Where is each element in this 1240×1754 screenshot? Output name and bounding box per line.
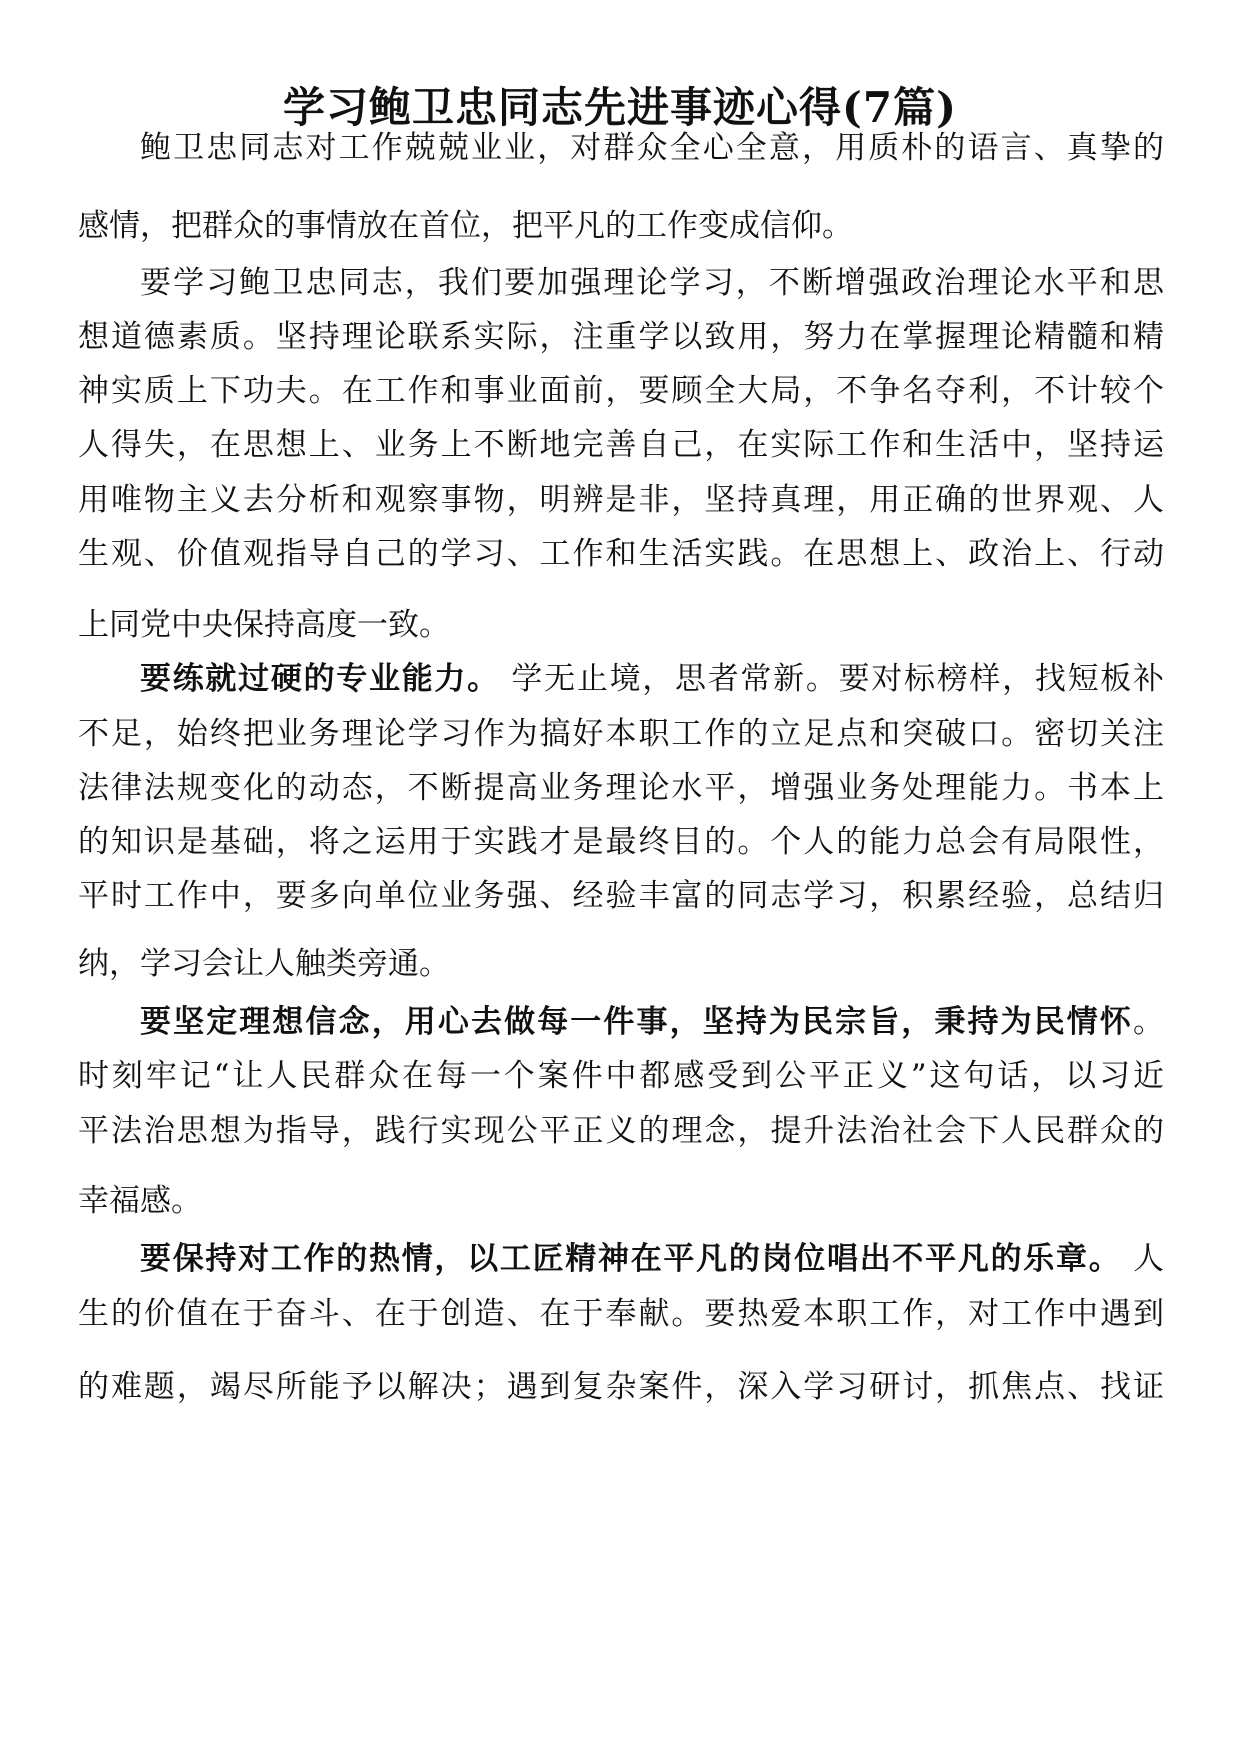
paragraph-3-heading: 要练就过硬的专业能力。	[140, 661, 500, 697]
paragraph-2-line-7: 上同党中央保持高度一致。	[78, 607, 450, 643]
paragraph-2-line-3: 神实质上下功夫。在工作和事业面前，要顾全大局，不争名夺利，不计较个	[78, 373, 1164, 409]
paragraph-4-line-1	[140, 1002, 1164, 1042]
paragraph-3-line-2: 不足，始终把业务理论学习作为搞好本职工作的立足点和突破口。密切关注	[78, 716, 1164, 752]
paragraph-2-line-1: 要学习鲍卫忠同志，我们要加强理论学习，不断增强政治理论水平和思	[140, 265, 1164, 301]
paragraph-4-line-2: 时刻牢记“让人民群众在每一个案件中都感受到公平正义”这句话，以习近	[78, 1058, 1164, 1094]
paragraph-2-line-4: 人得失，在思想上、业务上不断地完善自己，在实际工作和生活中，坚持运	[78, 427, 1164, 463]
paragraph-5-line-2: 生的价值在于奋斗、在于创造、在于奉献。要热爱本职工作，对工作中遇到	[78, 1296, 1164, 1332]
document-title: 学习鲍卫忠同志先进事迹心得(7篇)	[283, 83, 957, 132]
paragraph-4-line-4: 幸福感。	[78, 1183, 202, 1219]
paragraph-3-line-4: 的知识是基础，将之运用于实践才是最终目的。个人的能力总会有局限性，	[78, 824, 1164, 860]
paragraph-4-line-3: 平法治思想为指导，践行实现公平正义的理念，提升法治社会下人民群众的	[78, 1113, 1164, 1149]
paragraph-4-heading: 要坚定理想信念，用心去做每一件事，坚持为民宗旨，秉持为民情怀	[140, 1004, 1133, 1040]
paragraph-1-line-2: 感情，把群众的事情放在首位，把平凡的工作变成信仰。	[78, 208, 853, 244]
paragraph-4-first-line-rest: 。	[1133, 1004, 1164, 1040]
paragraph-5-heading: 要保持对工作的热情，以工匠精神在平凡的岗位唱出不平凡的乐章。	[140, 1241, 1122, 1277]
paragraph-3-line-6: 纳，学习会让人触类旁通。	[78, 946, 450, 982]
paragraph-1-line-1: 鲍卫忠同志对工作兢兢业业，对群众全心全意，用质朴的语言、真挚的	[140, 130, 1164, 166]
paragraph-3-first-line-rest: 学无止境，思者常新。要对标榜样，找短板补	[499, 661, 1164, 697]
paragraph-2-line-2: 想道德素质。坚持理论联系实际，注重学以致用，努力在掌握理论精髓和精	[78, 319, 1164, 355]
paragraph-5-first-line-rest: 人	[1121, 1241, 1164, 1277]
paragraph-2-line-5: 用唯物主义去分析和观察事物，明辨是非，坚持真理，用正确的世界观、人	[78, 482, 1164, 518]
paragraph-2-line-6: 生观、价值观指导自己的学习、工作和生活实践。在思想上、政治上、行动	[78, 536, 1164, 572]
paragraph-3-line-3: 法律法规变化的动态，不断提高业务理论水平，增强业务处理能力。书本上	[78, 770, 1164, 806]
paragraph-3-line-1	[140, 659, 1164, 699]
paragraph-3-line-5: 平时工作中，要多向单位业务强、经验丰富的同志学习，积累经验，总结归	[78, 878, 1164, 914]
paragraph-5-line-1	[140, 1239, 1164, 1279]
paragraph-5-line-3: 的难题，竭尽所能予以解决；遇到复杂案件，深入学习研讨，抓焦点、找证	[78, 1369, 1164, 1405]
